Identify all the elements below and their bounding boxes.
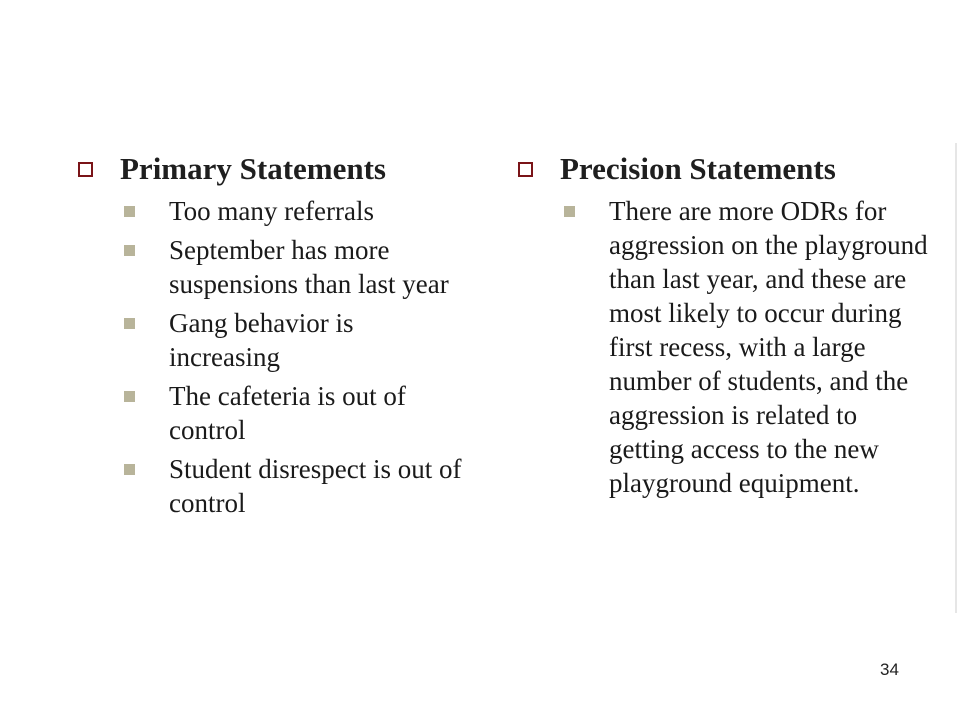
square-bullet-icon [564, 206, 575, 217]
square-bullet-icon [124, 464, 135, 475]
page-number: 34 [880, 660, 899, 679]
square-bullet-icon [124, 206, 135, 217]
list-item [124, 452, 470, 520]
hollow-square-bullet-icon [518, 162, 533, 177]
list-item-text: September has more suspensions than last year [169, 235, 449, 299]
precision-statements-list [510, 194, 930, 500]
list-item [124, 194, 470, 228]
precision-statements-heading [510, 150, 930, 188]
list-item-text: Gang behavior is increasing [169, 308, 354, 372]
primary-statements-heading [70, 150, 470, 188]
square-bullet-icon [124, 391, 135, 402]
precision-statements-column [510, 150, 930, 505]
list-item [124, 233, 470, 301]
list-item-text: Too many referrals [169, 196, 375, 226]
square-bullet-icon [124, 318, 135, 329]
list-item-text: There are more ODRs for aggression on the playground than last year, and these are most likely to occur during first recess, with a large number of students, and the aggression is related to getting access to the new playground equipment. [609, 196, 928, 498]
square-bullet-icon [124, 245, 135, 256]
list-item [564, 194, 930, 500]
list-item-text: The cafeteria is out of control [169, 381, 406, 445]
list-item-text: Student disrespect is out of control [169, 454, 462, 518]
hollow-square-bullet-icon [78, 162, 93, 177]
primary-statements-list [70, 194, 470, 520]
primary-statements-column [70, 150, 470, 525]
list-item [124, 379, 470, 447]
slide-edge-divider [955, 143, 957, 613]
list-item [124, 306, 470, 374]
precision-statements-heading-text: Precision Statements [560, 151, 836, 186]
primary-statements-heading-text: Primary Statements [120, 151, 386, 186]
